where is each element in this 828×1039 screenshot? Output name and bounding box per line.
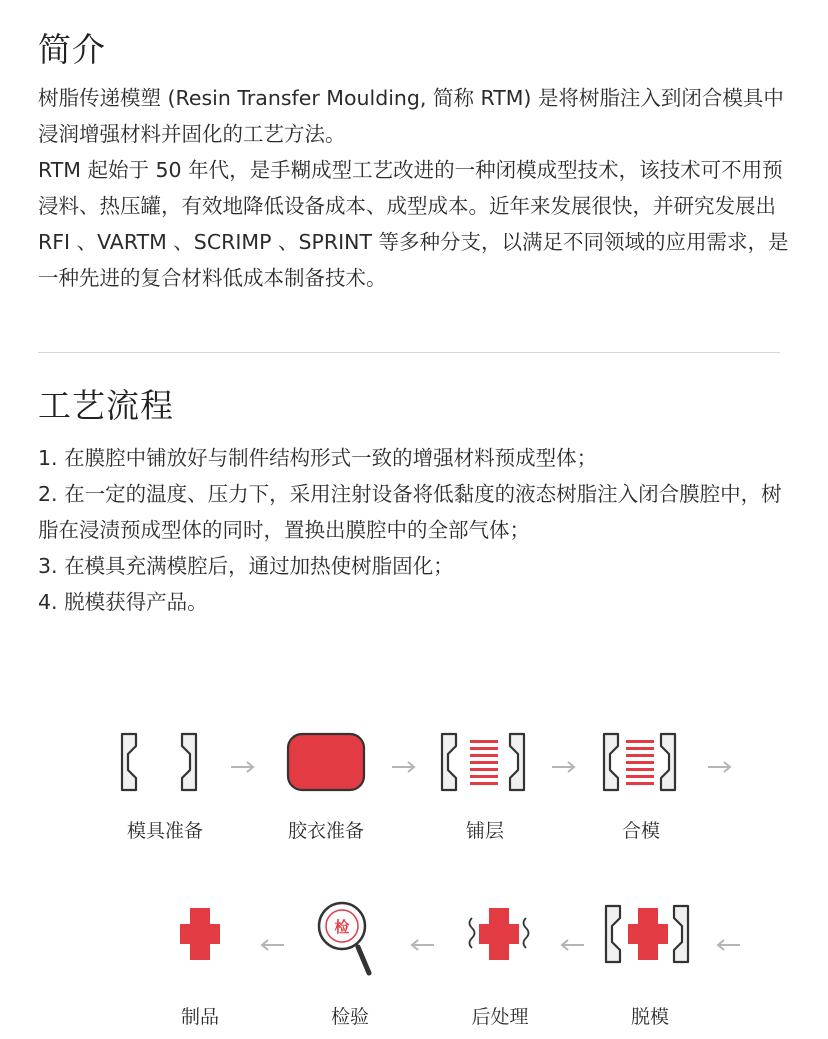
- arrow-left-icon: [262, 940, 284, 950]
- process-step: 4. 脱模获得产品。: [38, 590, 208, 614]
- layup-icon: [442, 734, 524, 790]
- arrow-right-icon: [231, 762, 253, 772]
- arrow-left-icon: [562, 940, 584, 950]
- demold-icon: [606, 906, 688, 962]
- inspection-icon: [319, 903, 369, 973]
- arrow-right-icon: [708, 762, 730, 772]
- process-steps: [38, 440, 798, 620]
- post-process-icon: [470, 908, 529, 960]
- label-inspection: 检验: [330, 1006, 369, 1028]
- gelcoat-icon: [288, 734, 364, 790]
- arrow-left-icon: [412, 940, 434, 950]
- label-layup: 铺层: [465, 820, 504, 842]
- intro-body: [38, 80, 798, 296]
- arrow-right-icon: [392, 762, 414, 772]
- label-mold-close: 合模: [621, 820, 660, 842]
- process-diagram-graphic: [0, 690, 828, 1039]
- process-title: 工艺流程: [38, 386, 174, 425]
- inspect-glyph: 检: [334, 918, 350, 936]
- intro-title: 简介: [38, 30, 106, 69]
- process-step: 3. 在模具充满模腔后，通过加热使树脂固化；: [38, 554, 454, 578]
- label-gelcoat-prep: 胶衣准备: [287, 820, 364, 842]
- label-product: 制品: [180, 1006, 219, 1028]
- label-demold: 脱模: [630, 1006, 669, 1028]
- product-icon: [180, 908, 220, 960]
- mold-close-icon: [604, 734, 675, 790]
- process-diagram: [0, 690, 828, 1039]
- process-step: 1. 在膜腔中铺放好与制件结构形式一致的增强材料预成型体；: [38, 446, 598, 470]
- intro-paragraph: RTM 起始于 50 年代，是手糊成型工艺改进的一种闭模成型技术，该技术可不用预浸料、热压罐，有效地降低设备成本、成型成本。近年来发展很快，并研究发展出 RFI 、VARTM 、SCRIMP 、SPRINT 等多种分支，以满足不同领域的应用需求，是一种先进的复合材料低成本制备技术。: [38, 158, 789, 290]
- arrow-right-icon: [552, 762, 574, 772]
- label-mold-prep: 模具准备: [126, 820, 203, 842]
- intro-paragraph: 树脂传递模塑 (Resin Transfer Moulding, 简称 RTM) 是将树脂注入到闭合模具中浸润增强材料并固化的工艺方法。: [38, 86, 784, 146]
- label-post-process: 后处理: [471, 1006, 529, 1028]
- process-step: 2. 在一定的温度、压力下，采用注射设备将低黏度的液态树脂注入闭合膜腔中，树脂在浸渍预成型体的同时，置换出膜腔中的全部气体；: [38, 482, 782, 542]
- section-divider: [38, 352, 780, 353]
- mold-prep-icon: [122, 734, 196, 790]
- arrow-left-icon: [718, 940, 740, 950]
